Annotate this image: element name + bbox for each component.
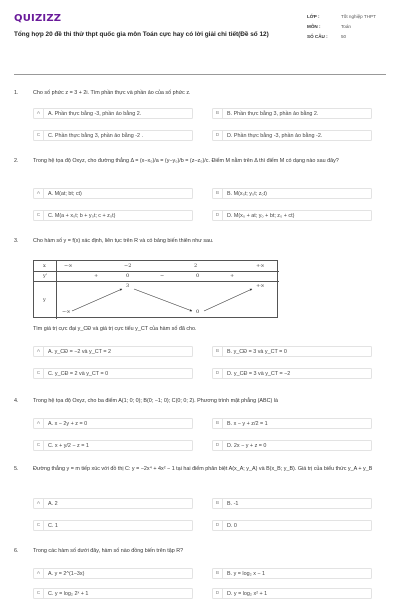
x-value: +∞ xyxy=(256,263,265,269)
option-c[interactable] xyxy=(33,588,193,599)
option-text: B. x − y + z/2 = 1 xyxy=(227,421,268,427)
variation-table xyxy=(33,260,278,318)
sign-value: + xyxy=(230,273,235,279)
meta-row-subject xyxy=(307,24,389,30)
option-letter: A xyxy=(34,569,44,579)
option-text: D. Phần thực bằng -3, phần ảo bằng -2. xyxy=(227,133,323,139)
option-letter: B xyxy=(213,499,223,509)
document-title: Tổng hợp 20 đề thi thử thpt quốc gia môn Toán cực hay có lời giải chi tiết(Đề số 12) xyxy=(14,31,269,38)
y-value: 3 xyxy=(126,283,130,289)
header-divider xyxy=(14,74,386,75)
y-value: −∞ xyxy=(62,309,71,315)
option-a[interactable] xyxy=(33,498,193,509)
option-letter: D xyxy=(213,211,223,221)
option-text: B. M(x₀t; y₀t; z₀t) xyxy=(227,191,267,197)
option-text: D. 2x − y + z = 0 xyxy=(227,443,267,449)
meta-label: SỐ CÂU : xyxy=(307,34,328,39)
option-a[interactable] xyxy=(33,418,193,429)
option-text: A. x − 2y + z = 0 xyxy=(48,421,88,427)
option-text: B. -1 xyxy=(227,501,239,507)
option-text: A. y = 2^(1−3x) xyxy=(48,571,85,577)
option-text: D. y_CĐ = 3 và y_CT = −2 xyxy=(227,371,291,377)
meta-row-count xyxy=(307,34,389,40)
option-text: B. y_CĐ = 3 và y_CT = 0 xyxy=(227,349,287,355)
option-b[interactable] xyxy=(212,108,372,119)
option-text: D. M(x₀ + at; y₀ + bt; z₀ + ct) xyxy=(227,213,295,219)
question-text: Trong hệ tọa độ Oxyz, cho đường thẳng Δ = (x−x₀)/a = (y−y₀)/b = (z−z₀)/c. Điểm M nằm trên Δ thì điểm M có dạng nào sau đây? xyxy=(33,158,339,164)
option-letter: C xyxy=(34,369,44,379)
option-letter: B xyxy=(213,569,223,579)
option-letter: A xyxy=(34,347,44,357)
y-value: +∞ xyxy=(256,283,265,289)
option-letter: A xyxy=(34,419,44,429)
meta-value: 50 xyxy=(341,34,347,39)
option-letter: A xyxy=(34,109,44,119)
option-text: A. M(at; bt; ct) xyxy=(48,191,82,197)
option-text: C. y_CĐ = 2 và y_CT = 0 xyxy=(48,371,109,377)
option-text: B. Phần thực bằng 3, phần ảo bằng 2. xyxy=(227,111,319,117)
option-letter: B xyxy=(213,419,223,429)
question-number: 6. xyxy=(14,548,19,554)
option-c[interactable] xyxy=(33,130,193,141)
option-letter: C xyxy=(34,521,44,531)
option-d[interactable] xyxy=(212,368,372,379)
option-b[interactable] xyxy=(212,568,372,579)
question-number: 5. xyxy=(14,466,19,472)
option-letter: C xyxy=(34,211,44,221)
x-value: −2 xyxy=(124,263,132,269)
option-text: C. 1 xyxy=(48,523,58,529)
sign-value: 0 xyxy=(126,273,130,279)
option-letter: B xyxy=(213,189,223,199)
question-text: Cho hàm số y = f(x) xác định, liên tục trên R và có bảng biến thiên như sau. xyxy=(33,238,214,244)
option-d[interactable] xyxy=(212,520,372,531)
question-text: Cho số phức z = 3 + 2i. Tìm phần thực và phần ảo của số phức z. xyxy=(33,90,191,96)
question-text: Trong các hàm số dưới đây, hàm số nào đồng biến trên tập R? xyxy=(33,548,184,554)
option-d[interactable] xyxy=(212,440,372,451)
option-b[interactable] xyxy=(212,418,372,429)
x-label: x xyxy=(43,263,46,269)
sign-value: + xyxy=(94,273,99,279)
option-text: C. x + y/2 − z = 1 xyxy=(48,443,89,449)
variation-arrows xyxy=(34,261,279,319)
question-number: 2. xyxy=(14,158,19,164)
meta-row-class xyxy=(307,14,389,20)
option-letter: B xyxy=(213,347,223,357)
option-text: C. Phần thực bằng 3, phần ảo bằng -2 . xyxy=(48,133,144,139)
option-letter: B xyxy=(213,109,223,119)
option-text: A. 2 xyxy=(48,501,58,507)
option-text: B. y = log₂ x − 1 xyxy=(227,571,266,577)
option-text: A. y_CĐ = −2 và y_CT = 2 xyxy=(48,349,111,355)
y-value: 0 xyxy=(196,309,200,315)
question-text: Đường thẳng y = m tiếp xúc với đồ thị C: y = −2x⁴ + 4x² − 1 tại hai điểm phân biệt A(x_A; y_A) và B(x_B; y_B). Giá trị của biểu thức y_A + y_B xyxy=(33,466,373,472)
yprime-label: y' xyxy=(43,273,48,279)
option-a[interactable] xyxy=(33,188,193,199)
meta-panel xyxy=(307,14,389,44)
option-letter: D xyxy=(213,131,223,141)
arrow-up xyxy=(72,289,122,311)
option-c[interactable] xyxy=(33,210,193,221)
option-a[interactable] xyxy=(33,346,193,357)
y-label: y xyxy=(43,297,46,303)
option-letter: D xyxy=(213,369,223,379)
option-c[interactable] xyxy=(33,368,193,379)
option-d[interactable] xyxy=(212,130,372,141)
sign-value: 0 xyxy=(196,273,200,279)
option-d[interactable] xyxy=(212,588,372,599)
option-b[interactable] xyxy=(212,498,372,509)
meta-label: LỚP : xyxy=(307,14,320,19)
option-text: D. y = log₂ x² + 1 xyxy=(227,591,268,597)
question-text: Trong hệ tọa độ Oxyz, cho ba điểm A(1; 0; 0); B(0; −1; 0); C(0; 0; 2). Phương trình mặt phẳng (ABC) là xyxy=(33,398,278,404)
meta-label: MÔN : xyxy=(307,24,321,29)
option-letter: C xyxy=(34,131,44,141)
option-letter: D xyxy=(213,441,223,451)
option-letter: D xyxy=(213,521,223,531)
option-b[interactable] xyxy=(212,346,372,357)
question-text: Tìm giá trị cực đại y_CĐ và giá trị cực tiểu y_CT của hàm số đã cho. xyxy=(33,326,197,332)
option-text: C. M(a + x₀t; b + y₀t; c + z₀t) xyxy=(48,213,116,219)
arrow-up xyxy=(204,289,252,311)
question-number: 3. xyxy=(14,238,19,244)
option-c[interactable] xyxy=(33,440,193,451)
meta-value: Tốt nghiệp THPT xyxy=(341,14,376,19)
option-letter: D xyxy=(213,589,223,599)
x-value: 2 xyxy=(194,263,198,269)
option-d[interactable] xyxy=(212,210,372,221)
option-letter: A xyxy=(34,189,44,199)
option-text: C. y = log₂ 2ˣ + 1 xyxy=(48,591,89,597)
meta-value: Toán xyxy=(341,24,351,29)
option-letter: A xyxy=(34,499,44,509)
option-letter: C xyxy=(34,441,44,451)
option-letter: C xyxy=(34,589,44,599)
question-number: 4. xyxy=(14,398,19,404)
option-a[interactable] xyxy=(33,568,193,579)
question-number: 1. xyxy=(14,90,19,96)
x-value: −∞ xyxy=(64,263,73,269)
quizizz-logo: QUIZIZZ xyxy=(14,13,62,24)
option-text: A. Phần thực bằng -3, phần ảo bằng 2. xyxy=(48,111,142,117)
option-c[interactable] xyxy=(33,520,193,531)
sign-value: − xyxy=(160,273,165,279)
option-b[interactable] xyxy=(212,188,372,199)
option-a[interactable] xyxy=(33,108,193,119)
option-text: D. 0 xyxy=(227,523,237,529)
arrow-down xyxy=(134,289,192,311)
